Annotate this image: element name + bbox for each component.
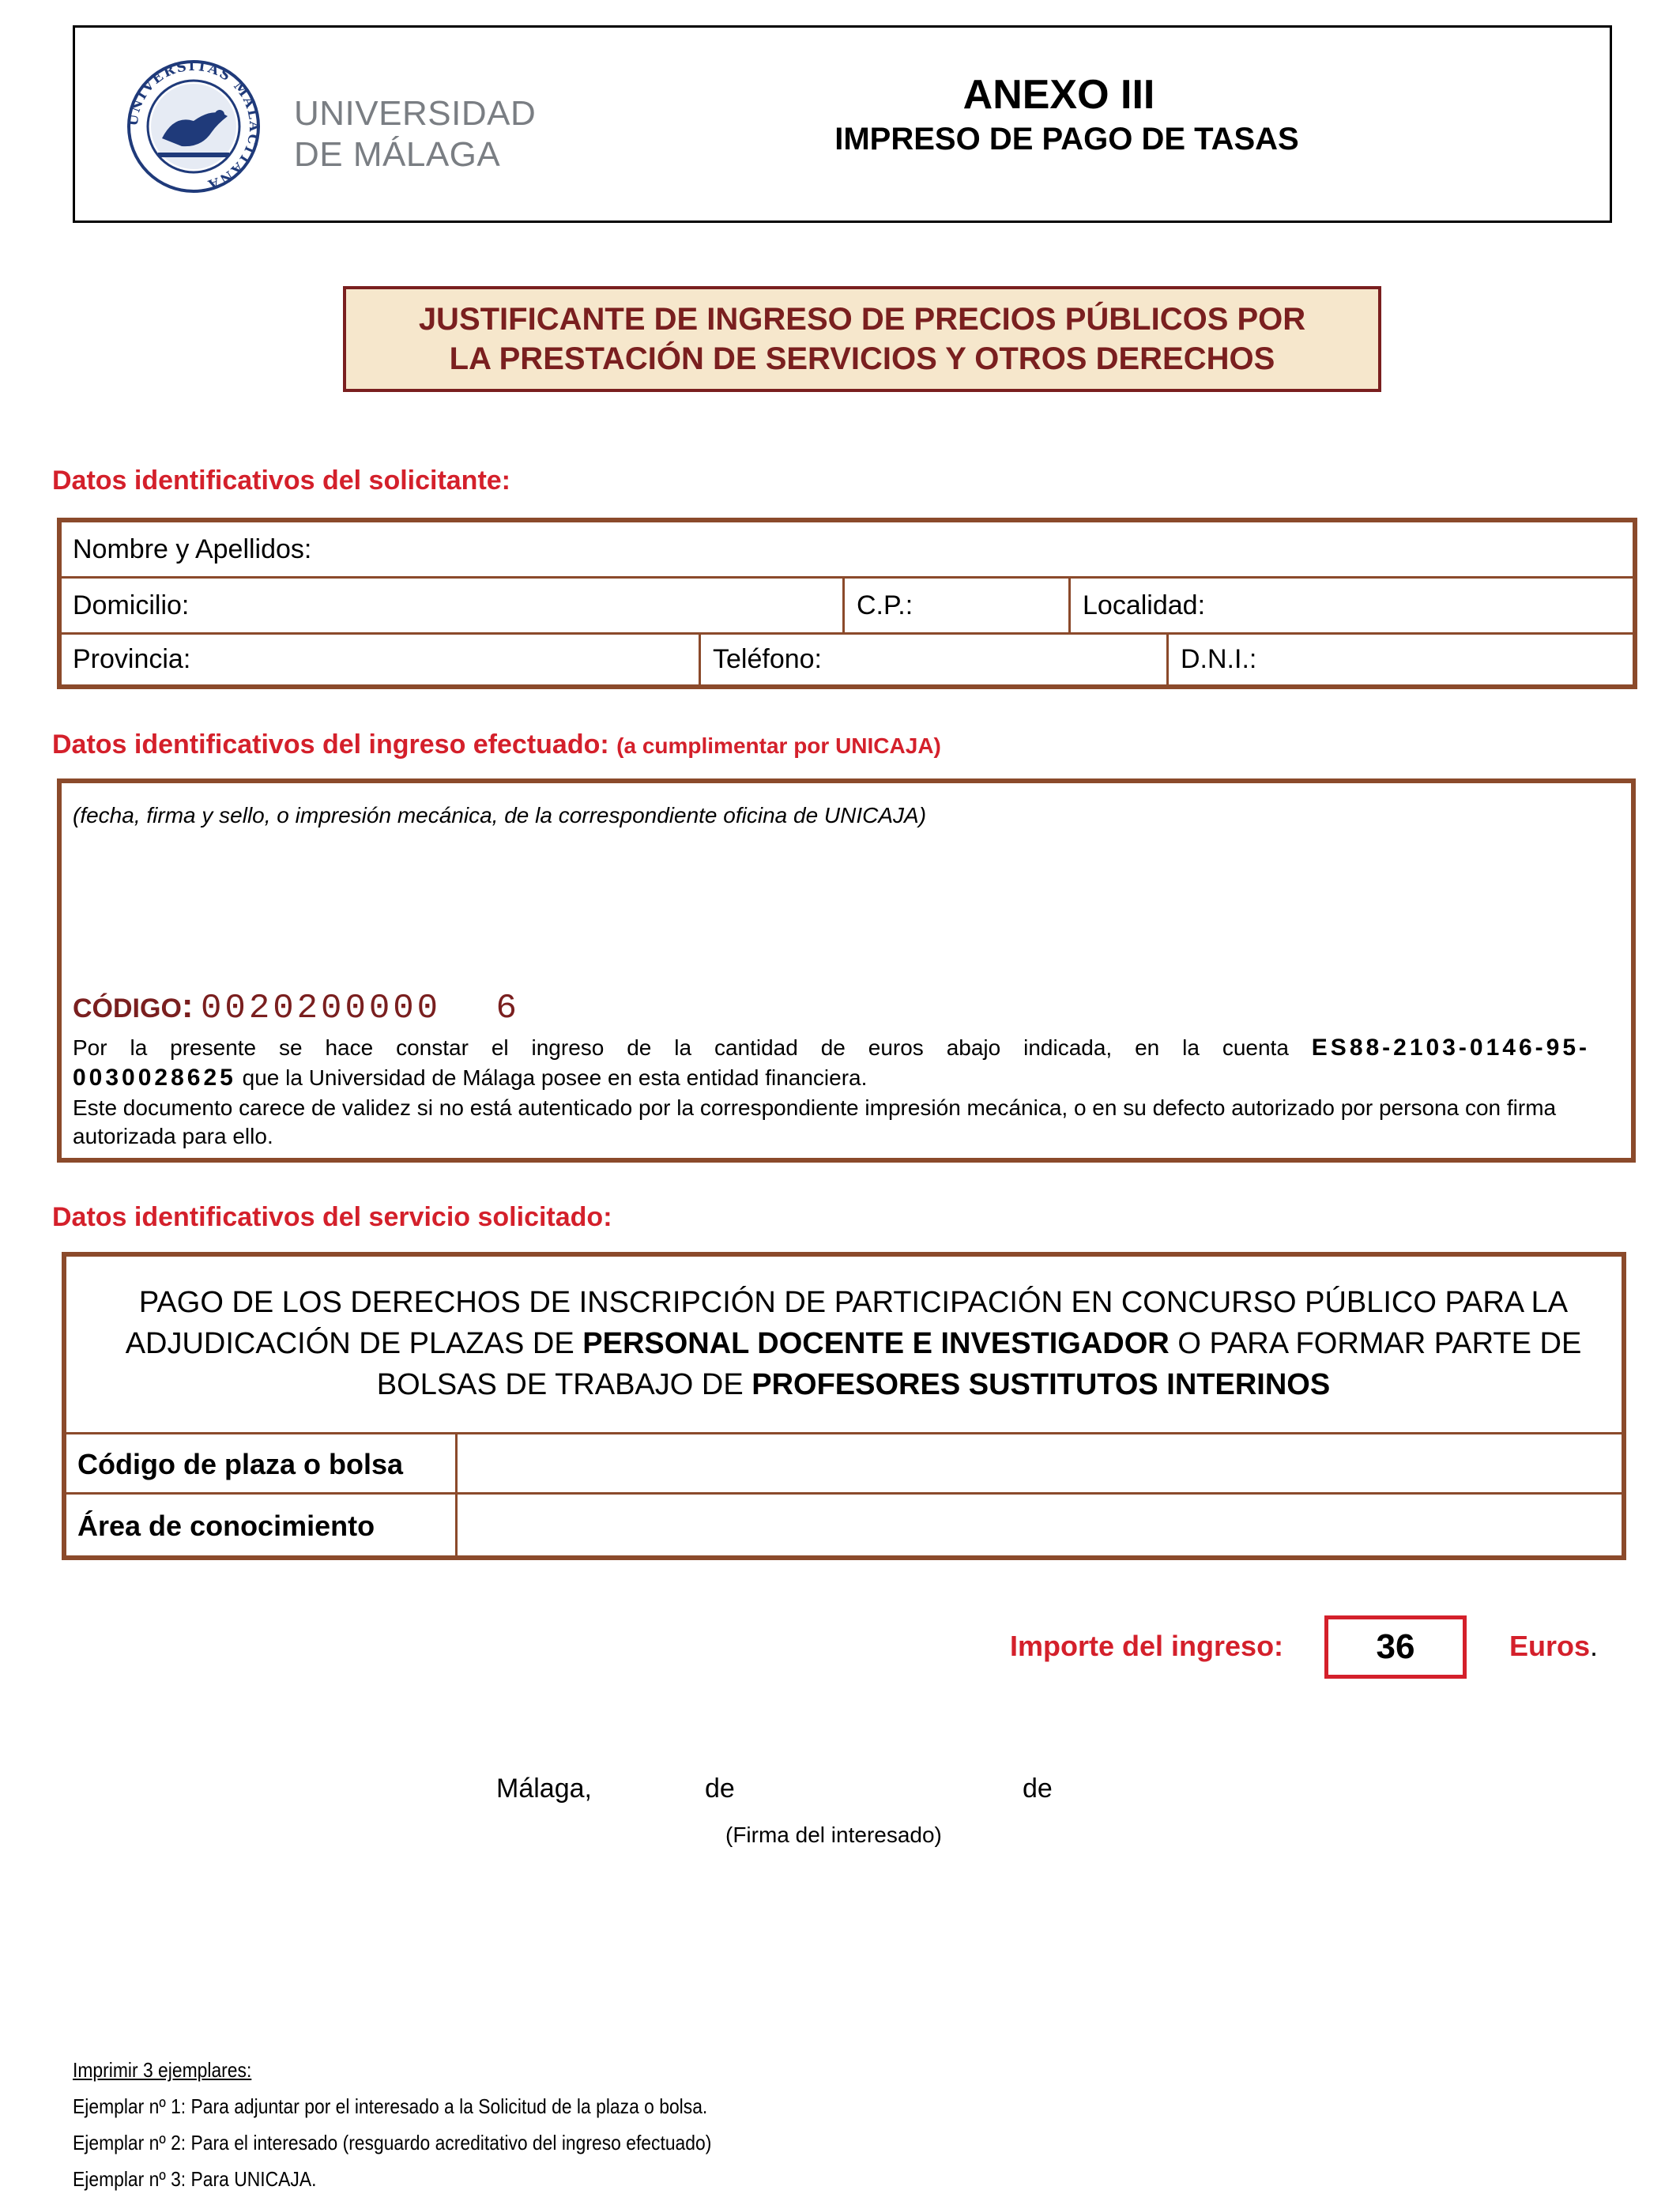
iban-part-2: 0030028625 [73,1065,236,1091]
stamp-note: (fecha, firma y sello, o impresión mecánica, de la correspondiente oficina de UNICAJA) [73,803,927,827]
cp-field[interactable]: C.P.: [857,590,913,620]
validity-text: Este documento carece de validez si no está autenticado por la correspondiente impresión mecánica, o en su defecto autorizado por persona con firma autorizada para ello. [73,1095,1557,1148]
area-row [66,1492,1622,1558]
nombre-field[interactable]: Nombre y Apellidos: [73,533,312,564]
codigo-line: CÓDIGO: 0020200000 6 [73,986,520,1028]
footer-ejemplar-2: Ejemplar nº 2: Para el interesado (resguardo acreditativo del ingreso efectuado) [73,2131,712,2154]
ingreso-text-line-1: Por la presente se hace constar el ingreso de la cantidad de euros abajo indicada, en la cuenta ES88-2103-0146-95- [73,1035,1590,1061]
title-line-2: LA PRESTACIÓN DE SERVICIOS Y OTROS DERECHOS [449,341,1275,376]
firma-de-1: de [705,1774,735,1804]
applicant-section-label: Datos identificativos del solicitante: [52,466,511,496]
importe-value-box [1324,1615,1467,1679]
footer-ejemplar-3: Ejemplar nº 3: Para UNICAJA. [73,2167,317,2191]
university-seal [119,59,269,194]
importe-value: 36 [1376,1627,1415,1666]
firma-de-2: de [1023,1774,1053,1804]
applicant-table [57,518,1637,689]
codigo-value: 0020200000 [201,989,442,1028]
area-input[interactable] [458,1495,1622,1558]
applicant-row-address [62,579,1633,635]
codigo-plaza-input[interactable] [458,1434,1622,1495]
localidad-field[interactable]: Localidad: [1083,590,1206,620]
university-name: UNIVERSIDAD DE MÁLAGA [294,94,537,174]
footer-ejemplar-1: Ejemplar nº 1: Para adjuntar por el interesado a la Solicitud de la plaza o bolsa. [73,2094,708,2118]
footer-title: Imprimir 3 ejemplares: [73,2058,252,2082]
ingreso-section-label: Datos identificativos del ingreso efectuado: (a cumplimentar por UNICAJA) [52,729,941,760]
seal-text: UNIVERSITAS MALACITANA [125,59,262,193]
importe-currency: Euros. [1509,1630,1599,1662]
firma-note: (Firma del interesado) [725,1823,942,1847]
applicant-row-name [62,522,1633,579]
ingreso-text-line-2: 0030028625 que la Universidad de Málaga posee en esta entidad financiera. [73,1065,868,1091]
dni-field[interactable]: D.N.I.: [1181,644,1257,674]
title-box [343,286,1381,392]
importe-label: Importe del ingreso: [1010,1630,1284,1662]
codigo-plaza-label: Código de plaza o bolsa [77,1448,404,1480]
firma-city: Málaga, [496,1774,592,1804]
servicio-section-label: Datos identificativos del servicio solicitado: [52,1202,612,1232]
servicio-description: PAGO DE LOS DERECHOS DE INSCRIPCIÓN DE PARTICIPACIÓN EN CONCURSO PÚBLICO PARA LA ADJUDICACIÓN DE PLAZAS DE PERSONAL DOCENTE E INVESTIGADOR O PARA FORMAR PARTE DE BOLSAS DE TRABAJO DE PROFESORES SUSTITUTOS INTERINOS [125,1286,1582,1401]
codigo-label: CÓDIGO [73,993,182,1023]
area-label: Área de conocimiento [77,1510,375,1542]
iban-part-1: ES88-2103-0146-95- [1311,1035,1590,1061]
anexo-title: ANEXO III [962,72,1155,118]
domicilio-field[interactable]: Domicilio: [73,590,190,620]
telefono-field[interactable]: Teléfono: [713,644,822,674]
title-line-1: JUSTIFICANTE DE INGRESO DE PRECIOS PÚBLICOS POR [418,302,1306,337]
provincia-field[interactable]: Provincia: [73,644,191,674]
applicant-row-contact [62,635,1633,684]
document-subtitle: IMPRESO DE PAGO DE TASAS [834,122,1299,156]
ingreso-section-note: (a cumplimentar por UNICAJA) [616,733,941,758]
codigo-plaza-row [66,1432,1622,1495]
codigo-check-digit: 6 [495,989,520,1028]
